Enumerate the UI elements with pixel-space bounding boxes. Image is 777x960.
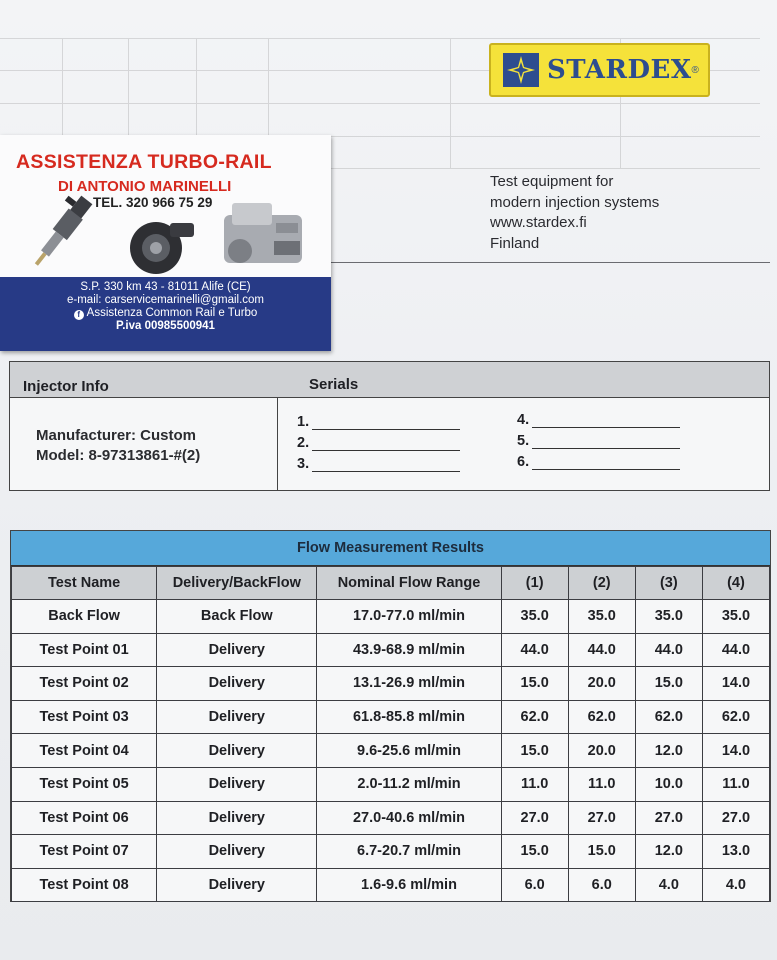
measurement-cell: 35.0 <box>702 600 769 634</box>
nominal-range-cell: 17.0-77.0 ml/min <box>317 600 501 634</box>
column-header: Test Name <box>12 567 157 600</box>
serials-title: Serials <box>309 376 359 393</box>
measurement-cell: 14.0 <box>702 734 769 768</box>
nominal-range-cell: 6.7-20.7 ml/min <box>317 835 501 869</box>
test-name-cell: Test Point 08 <box>12 868 157 902</box>
measurement-cell: 27.0 <box>702 801 769 835</box>
test-name-cell: Test Point 04 <box>12 734 157 768</box>
measurement-cell: 14.0 <box>702 667 769 701</box>
table-row <box>12 868 770 902</box>
measurement-cell: 15.0 <box>501 734 568 768</box>
flow-type-cell: Delivery <box>157 801 317 835</box>
serial-field: 3. <box>297 456 460 472</box>
serial-field: 6. <box>517 454 680 470</box>
nominal-range-cell: 61.8-85.8 ml/min <box>317 700 501 734</box>
nominal-range-cell: 43.9-68.9 ml/min <box>317 633 501 667</box>
measurement-cell: 35.0 <box>501 600 568 634</box>
measurement-cell: 62.0 <box>501 700 568 734</box>
card-address: S.P. 330 km 43 - 81011 Alife (CE) <box>80 281 251 293</box>
measurement-cell: 35.0 <box>635 600 702 634</box>
brand-name: STARDEX <box>547 55 692 85</box>
flow-type-cell: Delivery <box>157 868 317 902</box>
measurement-cell: 27.0 <box>501 801 568 835</box>
measurement-cell: 15.0 <box>501 835 568 869</box>
facebook-icon: f <box>74 310 84 320</box>
company-details <box>490 172 659 254</box>
measurement-cell: 44.0 <box>635 633 702 667</box>
stardex-logo <box>489 43 710 97</box>
measurement-cell: 6.0 <box>501 868 568 902</box>
card-facebook-label: Assistenza Common Rail e Turbo <box>86 306 258 319</box>
column-header: (3) <box>635 567 702 600</box>
card-phone: TEL. 320 966 75 29 <box>93 195 213 210</box>
flow-type-cell: Delivery <box>157 767 317 801</box>
injector-info-header <box>10 362 769 398</box>
manufacturer: Manufacturer: Custom <box>36 427 197 444</box>
nominal-range-cell: 13.1-26.9 ml/min <box>317 667 501 701</box>
nominal-range-cell: 9.6-25.6 ml/min <box>317 734 501 768</box>
company-website: www.stardex.fi <box>490 214 587 231</box>
model: Model: 8-97313861-#(2) <box>36 447 201 464</box>
measurement-cell: 15.0 <box>501 667 568 701</box>
flow-type-cell: Delivery <box>157 734 317 768</box>
card-contact-band <box>0 277 331 351</box>
flow-type-cell: Back Flow <box>157 600 317 634</box>
flow-type-cell: Delivery <box>157 835 317 869</box>
test-name-cell: Test Point 06 <box>12 801 157 835</box>
table-row <box>12 734 770 768</box>
measurement-cell: 20.0 <box>568 667 635 701</box>
nominal-range-cell: 27.0-40.6 ml/min <box>317 801 501 835</box>
divider <box>277 398 278 491</box>
test-name-cell: Test Point 02 <box>12 667 157 701</box>
measurement-cell: 15.0 <box>635 667 702 701</box>
card-vat: P.iva 00985500941 <box>116 319 215 332</box>
measurement-cell: 11.0 <box>702 767 769 801</box>
measurement-cell: 44.0 <box>501 633 568 667</box>
registered-mark: ® <box>691 64 699 76</box>
results-grid <box>11 566 770 902</box>
measurement-cell: 12.0 <box>635 734 702 768</box>
card-title: ASSISTENZA TURBO-RAIL <box>16 151 272 173</box>
table-row <box>12 835 770 869</box>
flow-type-cell: Delivery <box>157 700 317 734</box>
test-name-cell: Test Point 03 <box>12 700 157 734</box>
table-row <box>12 667 770 701</box>
serial-field: 4. <box>517 412 680 428</box>
column-header: Nominal Flow Range <box>317 567 501 600</box>
injector-details <box>36 426 200 466</box>
table-row <box>12 801 770 835</box>
column-header: (4) <box>702 567 769 600</box>
company-country: Finland <box>490 234 540 252</box>
nominal-range-cell: 2.0-11.2 ml/min <box>317 767 501 801</box>
star-icon <box>503 53 539 87</box>
measurement-cell: 62.0 <box>702 700 769 734</box>
serial-field: 2. <box>297 435 460 451</box>
column-header: (1) <box>501 567 568 600</box>
table-row <box>12 600 770 634</box>
test-name-cell: Test Point 01 <box>12 633 157 667</box>
injector-info-title: Injector Info <box>23 378 109 395</box>
table-header-row <box>12 567 770 600</box>
measurement-cell: 6.0 <box>568 868 635 902</box>
measurement-cell: 62.0 <box>635 700 702 734</box>
measurement-cell: 12.0 <box>635 835 702 869</box>
company-line: modern injection systems <box>490 193 660 211</box>
card-subtitle: DI ANTONIO MARINELLI <box>58 178 232 195</box>
measurement-cell: 11.0 <box>568 767 635 801</box>
card-email: e-mail: carservicemarinelli@gmail.com <box>67 293 264 306</box>
measurement-cell: 15.0 <box>568 835 635 869</box>
measurement-cell: 13.0 <box>702 835 769 869</box>
measurement-cell: 27.0 <box>568 801 635 835</box>
serial-field: 1. <box>297 414 460 430</box>
injection-pump-icon <box>214 193 314 277</box>
table-row <box>12 700 770 734</box>
table-row <box>12 767 770 801</box>
measurement-cell: 10.0 <box>635 767 702 801</box>
serial-field: 5. <box>517 433 680 449</box>
card-facebook <box>0 307 331 320</box>
injector-info-box <box>9 361 770 491</box>
measurement-cell: 4.0 <box>635 868 702 902</box>
measurement-cell: 44.0 <box>702 633 769 667</box>
column-header: (2) <box>568 567 635 600</box>
business-card <box>0 135 331 351</box>
divider <box>330 262 770 263</box>
turbocharger-icon <box>118 215 198 277</box>
measurement-cell: 27.0 <box>635 801 702 835</box>
column-header: Delivery/BackFlow <box>157 567 317 600</box>
flow-table-title: Flow Measurement Results <box>11 531 770 566</box>
flow-results-table <box>10 530 771 902</box>
measurement-cell: 11.0 <box>501 767 568 801</box>
test-name-cell: Test Point 07 <box>12 835 157 869</box>
measurement-cell: 20.0 <box>568 734 635 768</box>
test-name-cell: Test Point 05 <box>12 767 157 801</box>
flow-type-cell: Delivery <box>157 633 317 667</box>
test-name-cell: Back Flow <box>12 600 157 634</box>
measurement-cell: 62.0 <box>568 700 635 734</box>
measurement-cell: 35.0 <box>568 600 635 634</box>
measurement-cell: 4.0 <box>702 868 769 902</box>
table-row <box>12 633 770 667</box>
measurement-cell: 44.0 <box>568 633 635 667</box>
nominal-range-cell: 1.6-9.6 ml/min <box>317 868 501 902</box>
company-line: Test equipment for <box>490 173 614 190</box>
flow-type-cell: Delivery <box>157 667 317 701</box>
injector-icon <box>18 191 104 275</box>
